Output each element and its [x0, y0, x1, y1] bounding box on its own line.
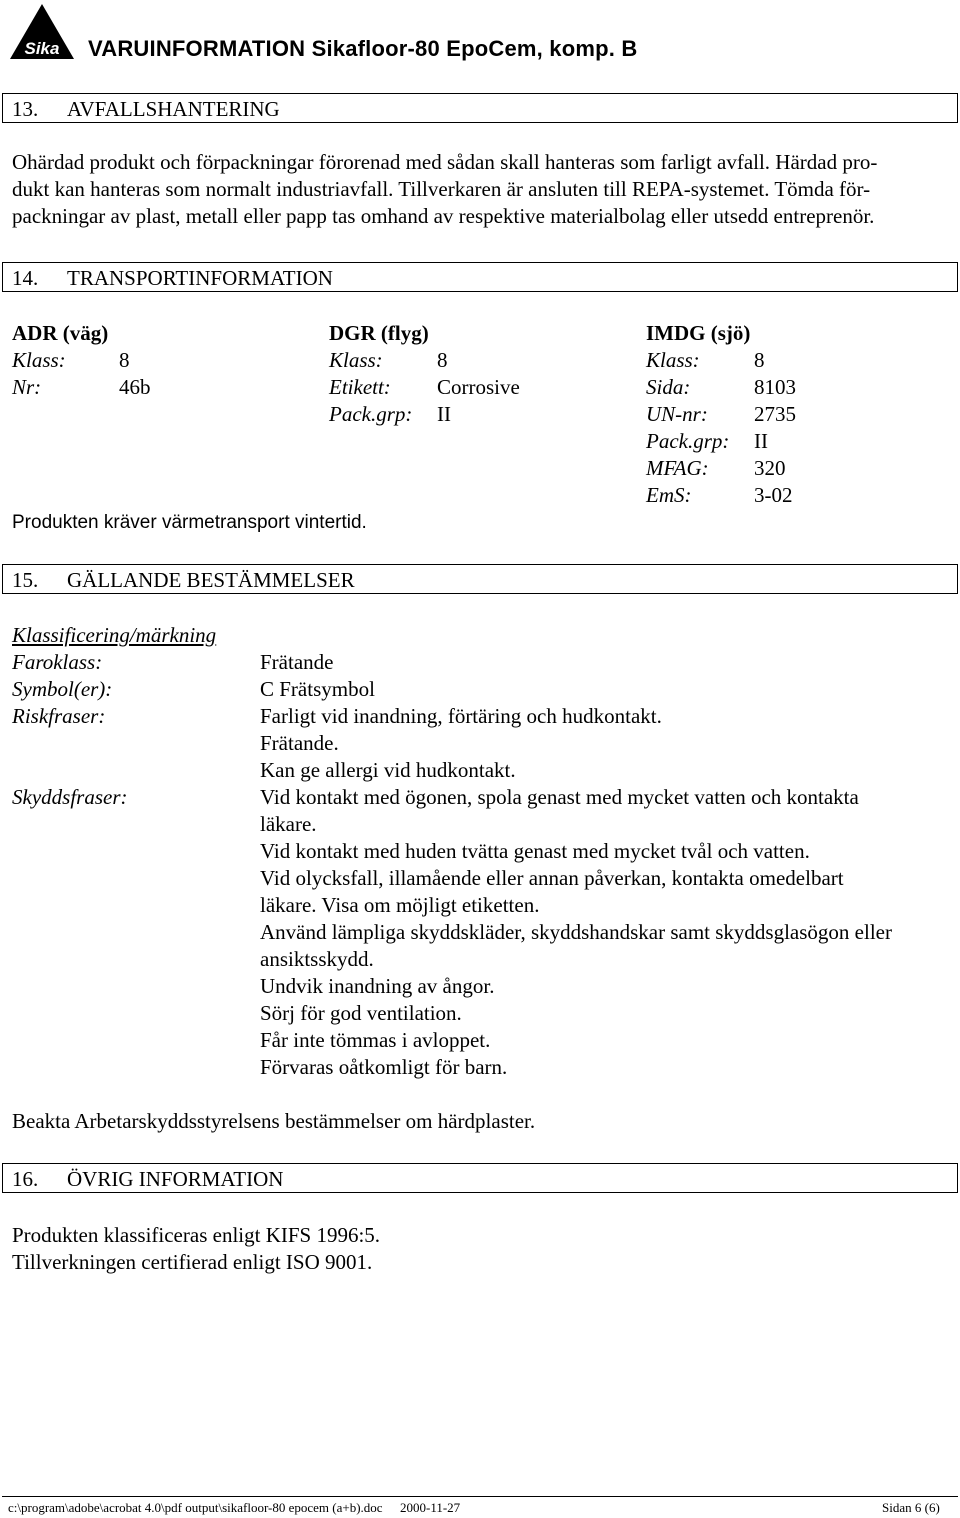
section-13-line: dukt kan hanteras som normalt industriavfall. Tillverkaren är ansluten till REPA-systemet. Tömda för- — [12, 177, 871, 201]
imdg-label: Klass: — [646, 348, 700, 372]
skydd-line: Använd lämpliga skyddskläder, skyddshandskar samt skyddsglasögon eller — [260, 920, 892, 944]
adr-heading: ADR (väg) — [12, 321, 109, 345]
dgr-label: Etikett: — [329, 375, 391, 399]
section-16-number: 16. — [12, 1167, 39, 1191]
skydd-line: Sörj för god ventilation. — [260, 1001, 462, 1025]
skydd-line: Vid olycksfall, illamående eller annan påverkan, kontakta omedelbart — [260, 866, 844, 890]
imdg-label: Pack.grp: — [646, 429, 730, 453]
imdg-label: Sida: — [646, 375, 691, 399]
skydd-line: Undvik inandning av ångor. — [260, 974, 495, 998]
risk-line: Frätande. — [260, 731, 339, 755]
dgr-heading: DGR (flyg) — [329, 321, 429, 345]
risk-line: Farligt vid inandning, förtäring och hudkontakt. — [260, 704, 662, 728]
section-13-title: AVFALLSHANTERING — [67, 97, 280, 121]
skydd-line: Vid kontakt med ögonen, spola genast med mycket vatten och kontakta — [260, 785, 859, 809]
dgr-value: 8 — [437, 348, 448, 372]
section-13-line: packningar av plast, metall eller papp tas omhand av respektive materialbolag eller utsedd entreprenör. — [12, 204, 875, 228]
section-15-number: 15. — [12, 568, 39, 592]
symbol-label: Symbol(er): — [12, 677, 113, 701]
symbol-value: C Frätsymbol — [260, 677, 375, 701]
section-16-line: Produkten klassificeras enligt KIFS 1996:5. — [12, 1223, 381, 1247]
section-13-header — [2, 93, 958, 123]
imdg-value: 2735 — [754, 402, 796, 426]
sika-logo — [8, 2, 76, 60]
dgr-label: Klass: — [329, 348, 383, 372]
imdg-value: 3-02 — [754, 483, 793, 507]
classification-subheading: Klassificering/märkning — [12, 623, 217, 647]
adr-label: Klass: — [12, 348, 66, 372]
adr-value: 8 — [119, 348, 130, 372]
footer-file-path: c:\program\adobe\acrobat 4.0\pdf output\sikafloor-80 epocem (a+b).doc — [8, 1500, 383, 1515]
skydd-line: läkare. — [260, 812, 317, 836]
imdg-value: 8 — [754, 348, 765, 372]
risk-line: Kan ge allergi vid hudkontakt. — [260, 758, 516, 782]
section-14-number: 14. — [12, 266, 39, 290]
imdg-label: MFAG: — [646, 456, 709, 480]
imdg-label: UN-nr: — [646, 402, 708, 426]
adr-label: Nr: — [12, 375, 42, 399]
transport-note: Produkten kräver värmetransport vintertid. — [12, 512, 367, 533]
faroklass-value: Frätande — [260, 650, 334, 674]
section-13-line: Ohärdad produkt och förpackningar förorenad med sådan skall hanteras som farligt avfall. Härdad pro- — [12, 150, 878, 174]
footer-page-number: Sidan 6 (6) — [882, 1500, 940, 1515]
dgr-label: Pack.grp: — [329, 402, 413, 426]
section-15-header — [2, 564, 958, 594]
imdg-value: II — [754, 429, 768, 453]
adr-value: 46b — [119, 375, 151, 399]
section-14-header — [2, 262, 958, 292]
footer-date: 2000-11-27 — [400, 1500, 461, 1515]
document-title: VARUINFORMATION Sikafloor-80 EpoCem, komp. B — [88, 36, 638, 61]
skydd-label: Skyddsfraser: — [12, 785, 128, 809]
imdg-value: 8103 — [754, 375, 796, 399]
skydd-line: ansiktsskydd. — [260, 947, 374, 971]
skydd-line: Förvaras oåtkomligt för barn. — [260, 1055, 508, 1079]
risk-label: Riskfraser: — [12, 704, 106, 728]
imdg-heading: IMDG (sjö) — [646, 321, 751, 345]
section-15-note: Beakta Arbetarskyddsstyrelsens bestämmelser om härdplaster. — [12, 1109, 536, 1133]
section-13-number: 13. — [12, 97, 39, 121]
dgr-value: Corrosive — [437, 375, 520, 399]
footer-divider — [2, 1496, 958, 1497]
dgr-value: II — [437, 402, 451, 426]
logo-text: Sika — [24, 39, 60, 58]
skydd-line: Får inte tömmas i avloppet. — [260, 1028, 491, 1052]
section-16-header — [2, 1163, 958, 1193]
faroklass-label: Faroklass: — [12, 650, 103, 674]
skydd-line: Vid kontakt med huden tvätta genast med mycket tvål och vatten. — [260, 839, 810, 863]
imdg-value: 320 — [754, 456, 786, 480]
section-16-title: ÖVRIG INFORMATION — [67, 1167, 284, 1191]
skydd-line: läkare. Visa om möjligt etiketten. — [260, 893, 540, 917]
imdg-label: EmS: — [646, 483, 692, 507]
section-14-title: TRANSPORTINFORMATION — [67, 266, 333, 290]
section-15-title: GÄLLANDE BESTÄMMELSER — [67, 568, 355, 592]
section-16-line: Tillverkningen certifierad enligt ISO 9001. — [12, 1250, 373, 1274]
